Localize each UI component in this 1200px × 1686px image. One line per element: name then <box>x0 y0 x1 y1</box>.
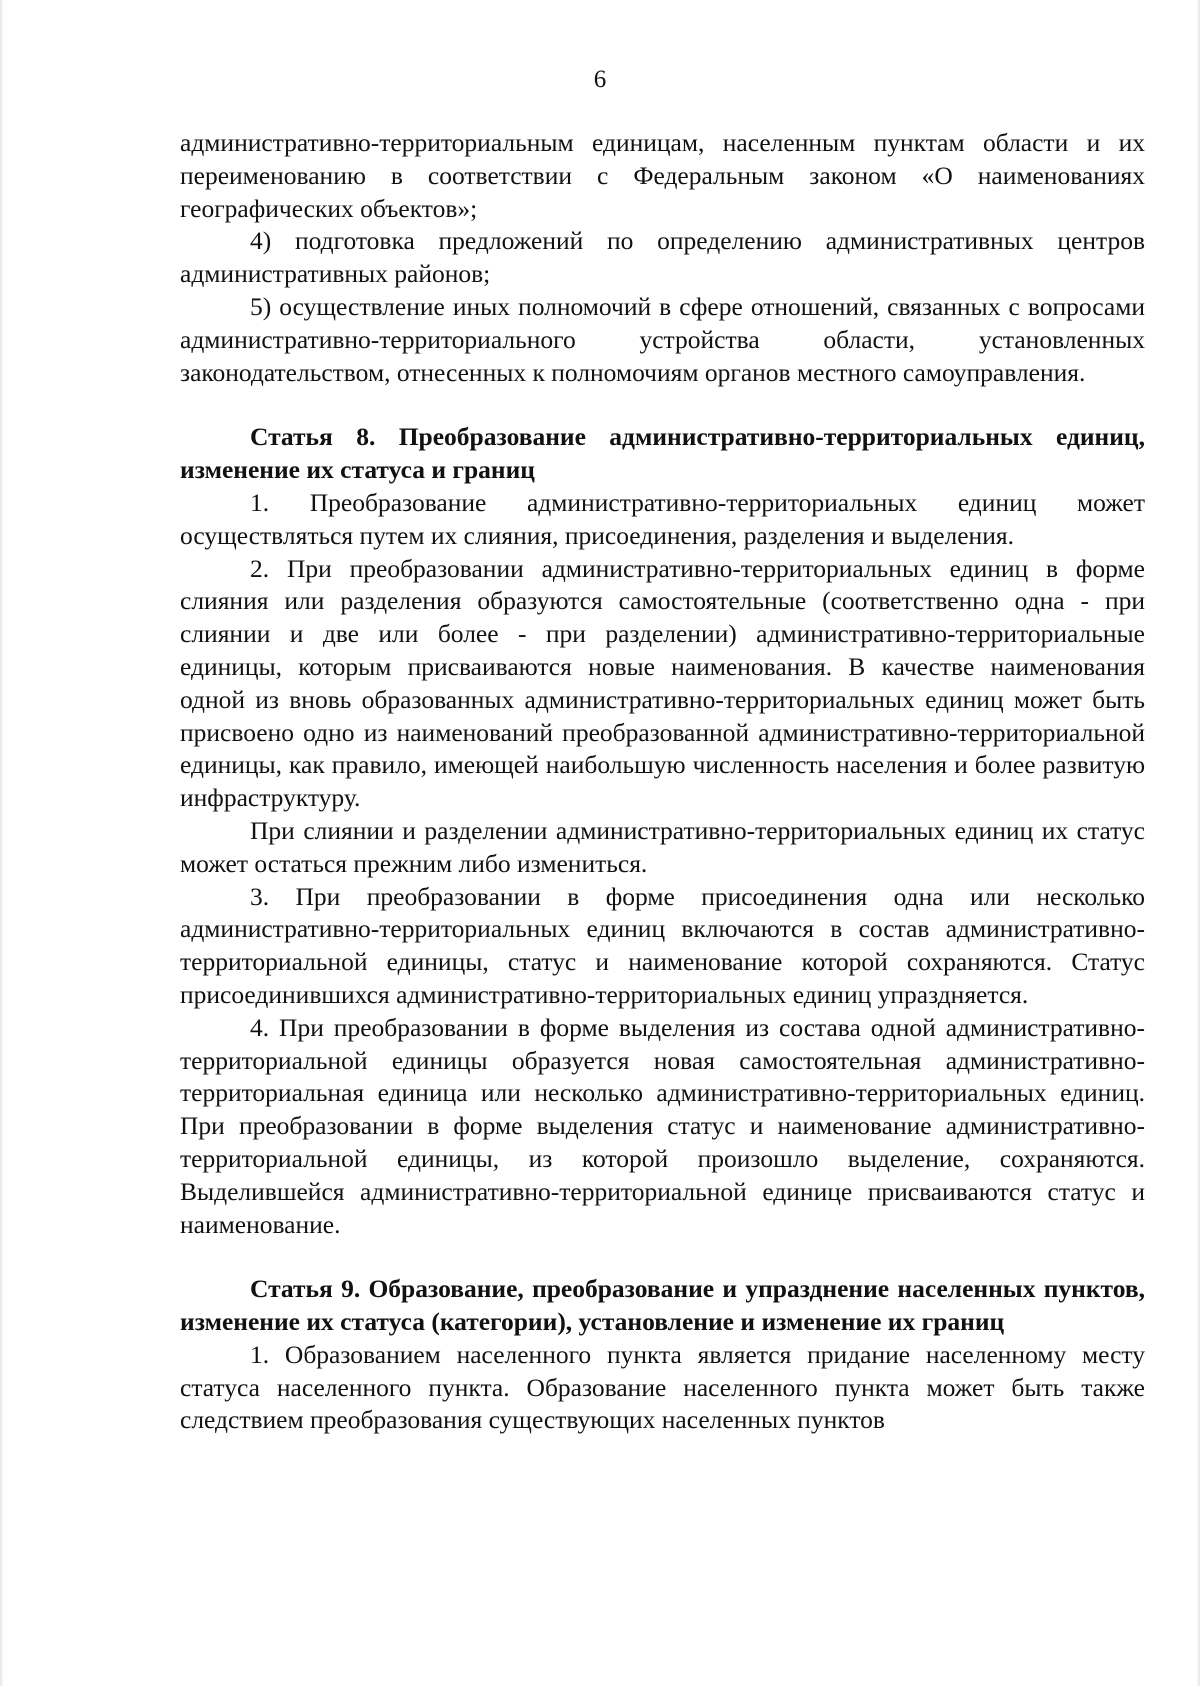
scan-edge-left <box>0 0 4 1686</box>
article-8-paragraph-3: 3. При преобразовании в форме присоединения одна или несколько административно-территориальных единиц включаются в состав административно-территориальной единицы, статус и наименование которой сохраняются. Статус присоединившихся административно-территориальных единиц упраздняется. <box>180 881 1145 1009</box>
paragraph-item-4: 4) подготовка предложений по определению административных центров административных районов; <box>180 226 1145 289</box>
page-number: 6 <box>593 66 607 93</box>
article-8-paragraph-2-cont: При слиянии и разделении административно-территориальных единиц их статус может остаться прежним либо измениться. <box>180 815 1145 878</box>
scan-edge-right <box>1196 0 1200 1686</box>
paragraph-continuation: административно-территориальным единицам, населенным пунктам области и их переименованию в соответствии с Федеральным законом «О наименованиях географических объектов»; <box>180 128 1145 223</box>
article-9-heading: Статья 9. Образование, преобразование и упразднение населенных пунктов, изменение их статуса (категории), установление и изменение их границ <box>180 1274 1145 1337</box>
article-9-paragraph-1: 1. Образованием населенного пункта является придание населенному месту статуса населенного пункта. Образование населенного пункта может быть также следствием преобразования существующих населенных пунктов <box>180 1339 1145 1435</box>
article-8-paragraph-1: 1. Преобразование административно-территориальных единиц может осуществляться путем их слияния, присоединения, разделения и выделения. <box>180 487 1145 550</box>
document-body <box>180 127 1145 1437</box>
article-8-paragraph-2: 2. При преобразовании административно-территориальных единиц в форме слияния или разделения образуются самостоятельные (соответственно одна - при слиянии и две или более - при разделении) административно-территориальные единицы, которым присваиваются новые наименования. В качестве наименования одной из вновь образованных административно-территориальных единиц может быть присвоено одно из наименований преобразованной административно-территориальной единицы, как правило, имеющей наибольшую численность населения и более развитую инфраструктуру. <box>180 553 1145 813</box>
article-8-heading: Статья 8. Преобразование административно-территориальных единиц, изменение их статуса и границ <box>180 422 1145 485</box>
article-8-paragraph-4: 4. При преобразовании в форме выделения из состава одной административно-территориальной единицы образуется новая самостоятельная административно-территориальная единица или несколько административно-территориальных единиц. При преобразовании в форме выделения статус и наименование административно-территориальной единицы, из которой произошло выделение, сохраняются. Выделившейся административно-территориальной единице присваиваются статус и наименование. <box>180 1012 1145 1239</box>
paragraph-item-5: 5) осуществление иных полномочий в сфере отношений, связанных с вопросами административно-территориального устройства области, установленных законодательством, отнесенных к полномочиям органов местного самоуправления. <box>180 291 1145 387</box>
